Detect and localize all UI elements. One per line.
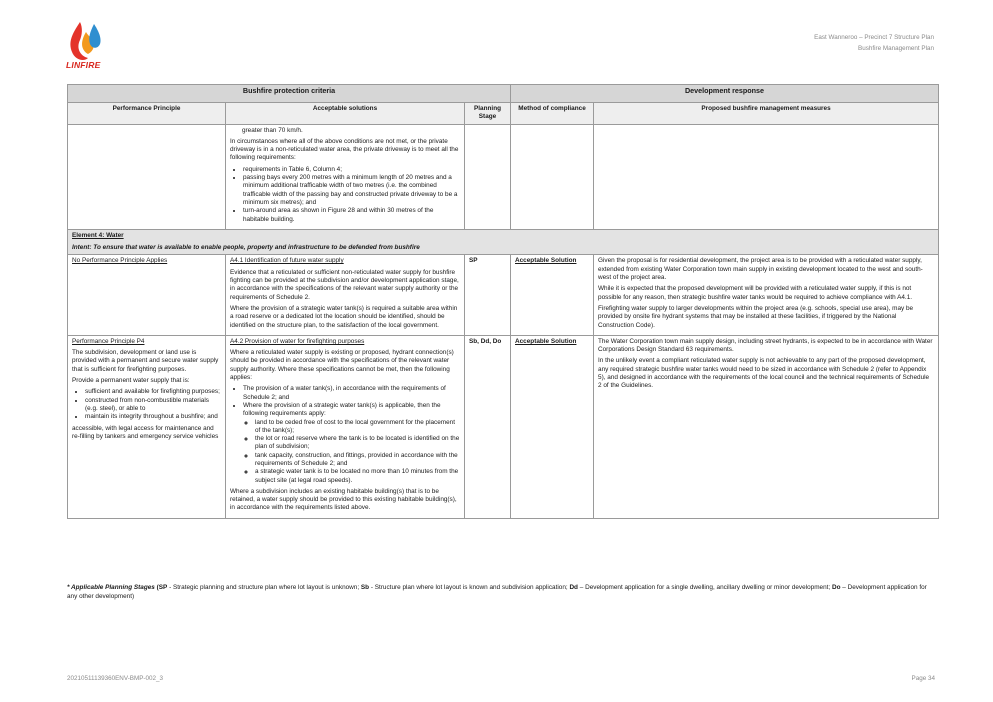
cell-method: Acceptable Solution <box>511 335 594 518</box>
col-header-acceptable: Acceptable solutions <box>226 103 465 125</box>
table-row-a42 <box>68 335 939 518</box>
header-project-title: East Wanneroo – Precinct 7 Structure Plan <box>814 34 934 41</box>
header-document-title: Bushfire Management Plan <box>858 45 934 52</box>
sublist-item: ◦ land to be ceded free of cost to the local government for the placement of the tank(s); <box>255 419 460 436</box>
tank-provision-list <box>230 385 460 485</box>
list-item: • The provision of a water tank(s), in accordance with the requirements of Schedule 2; and <box>243 385 460 402</box>
sublist-item: ◦ tank capacity, construction, and fittings, provided in accordance with the requirements of Schedule 2; and <box>255 452 460 469</box>
element-title: Element 4: Water <box>72 231 124 239</box>
list-item: • Where the provision of a strategic water tank(s) is applicable, then the following requirements apply: ◦ land to be ceded free of cost to the local government for the placement of the tank(s); ◦ the lot or road reserve where the tank is to be located is identified on the plan of subdivision; ◦ tank capacity, construction, and fittings, provided in accordance with the requirements of Schedule 2; and ◦ a strategic water tank is to be located no more than 10 minutes from the subject site (at legal road speeds). <box>243 402 460 485</box>
element-4-header <box>68 229 939 255</box>
cell-empty <box>511 124 594 229</box>
list-item: • maintain its integrity throughout a bushfire; and <box>85 413 221 421</box>
page-number: Page 34 <box>911 675 935 682</box>
col-header-method: Method of compliance <box>511 103 594 125</box>
cell-empty <box>465 124 511 229</box>
sublist-item: ◦ the lot or road reserve where the tank is to be located is identified on the plan of subdivision; <box>255 435 460 452</box>
cell-measures: Given the proposal is for residential development, the project area is to be provided with a reticulated water supply, extended from existing Water Corporation town main supply in existing development located to the west and south-west of the project area. While it is expected that the proposed development will be provided with a reticulated water supply, if this is not possible for any reason, then strategic bushfire water tanks would be required to achieve compliance with A4.1. Firefighting water supply to larger developments within the project area (e.g. schools, special use area), may be provided by onsite fire hydrant systems that may be installed at these facilities, if triggered by the National Construction Code). <box>594 255 939 335</box>
element-intent: Intent: To ensure that water is available to enable people, property and infrastructure to be defended from bushfire <box>72 244 420 252</box>
cell-performance: Performance Principle P4 The subdivision, development or land use is provided with a permanent and secure water supply that is sufficient for firefighting purposes. Provide a permanent water supply that is: • sufficient and available for firefighting purposes; • constructed from non-combustible materials (e.g. steel), or able to • maintain its integrity throughout a bushfire; and accessible, with legal access for maintenance and re-filling by tankers and emergency service vehicles <box>68 335 226 518</box>
logo-text: LINFIRE <box>66 60 101 70</box>
table-group-header-row <box>68 85 939 103</box>
cell-acceptable-continued: greater than 70 km/h. In circumstances where all of the above conditions are not met, or the private driveway is in a non-reticulated water area, the private driveway is to meet all the following requirements: • requirements in Table 6, Column 4; • passing bays every 200 metres with a minimum length of 20 metres and a minimum additional trafficable width of two metres (i.e. the combined trafficable width of the passing bay and constructed private driveway to be a minimum six metres); and • turn-around area as shown in Figure 28 and within 30 metres of the habitable building. <box>226 124 465 229</box>
cell-empty <box>594 124 939 229</box>
list-item: • constructed from non-combustible materials (e.g. steel), or able to <box>85 397 221 414</box>
element-header-row <box>68 229 939 255</box>
list-item: • turn-around area as shown in Figure 28 and within 30 metres of the habitable building. <box>243 207 460 224</box>
sublist-item: ◦ a strategic water tank is to be located no more than 10 minutes from the subject site (at legal road speeds). <box>255 468 460 485</box>
water-supply-list <box>72 388 221 421</box>
col-header-stage: Planning Stage <box>465 103 511 125</box>
running-header <box>814 32 934 54</box>
driveway-requirements-list <box>230 166 460 224</box>
table-row-continued <box>68 124 939 229</box>
cell-acceptable: A4.1 Identification of future water supply Evidence that a reticulated or sufficient non-reticulated water supply for bushfire fighting can be provided at the subdivision and/or development application stage, in accordance with the specifications of the relevant water supply authority or the requirements of Schedule 2. Where the provision of a strategic water tank(s) is required a suitable area within a road reserve or a dedicated lot the location should be identified, should be identified on the structure plan, to the satisfaction of the local government. <box>226 255 465 335</box>
cell-measures: The Water Corporation town main supply design, including street hydrants, is expected to be in accordance with Water Corporations Design Standard 63 requirements. In the unlikely event a compliant reticulated water supply is not achievable to any part of the proposed development, any required strategic bushfire water tanks would need to be sized in accordance with Schedule 2 (refer to Appendix 5), and designed in accordance with the requirements of the local council and the technical requirements of Schedule 2 of the Guidelines. <box>594 335 939 518</box>
cell-empty <box>68 124 226 229</box>
col-header-performance: Performance Principle <box>68 103 226 125</box>
col-header-measures: Proposed bushfire management measures <box>594 103 939 125</box>
strategic-tank-sublist <box>243 419 460 485</box>
planning-stages-footnote: * Applicable Planning Stages (SP - Strategic planning and structure plan where lot layout is unknown; Sb - Structure plan where lot layout is known and subdivision application; Dd – Development application for a single dwelling, ancillary dwelling or minor development; Do – Development application for any other development) <box>67 584 927 600</box>
list-item: • sufficient and available for firefighting purposes; <box>85 388 221 396</box>
cell-performance: No Performance Principle Applies <box>68 255 226 335</box>
group-header-criteria: Bushfire protection criteria <box>68 85 511 103</box>
cell-method: Acceptable Solution <box>511 255 594 335</box>
cell-stage: Sb, Dd, Do <box>465 335 511 518</box>
bushfire-criteria-table <box>67 84 939 519</box>
group-header-response: Development response <box>511 85 939 103</box>
cell-acceptable: A4.2 Provision of water for firefighting purposes Where a reticulated water supply is existing or proposed, hydrant connection(s) should be provided in accordance with the specifications of the relevant water supply authority. Where these specifications cannot be met, then the following applies: • The provision of a water tank(s), in accordance with the requirements of Schedule 2; and • Where the provision of a strategic water tank(s) is applicable, then the following requirements apply: ◦ land to be ceded free of cost to the local government for the placement of the tank(s); ◦ the lot or road reserve where the tank is to be located is identified on the plan of subdivision; ◦ tank capacity, construction, and fittings, provided in accordance with the requirements of Schedule 2; and ◦ a strategic water tank is to be located no more than 10 minutes from the subject site (at legal road speeds). Where a subdivision includes an existing habitable building(s) that is to be retained, a water supply should be provided to this existing habitable building(s), in accordance with the requirements listed above. <box>226 335 465 518</box>
table-row-a41 <box>68 255 939 335</box>
document-reference: 20210511139360ENV-BMP-002_3 <box>67 675 164 682</box>
list-item: • passing bays every 200 metres with a minimum length of 20 metres and a minimum additional trafficable width of two metres (i.e. the combined trafficable width of the passing bay and constructed private driveway to be a minimum six metres); and <box>243 174 460 207</box>
list-item: • requirements in Table 6, Column 4; <box>243 166 460 174</box>
table-column-header-row <box>68 103 939 125</box>
cell-stage: SP <box>465 255 511 335</box>
